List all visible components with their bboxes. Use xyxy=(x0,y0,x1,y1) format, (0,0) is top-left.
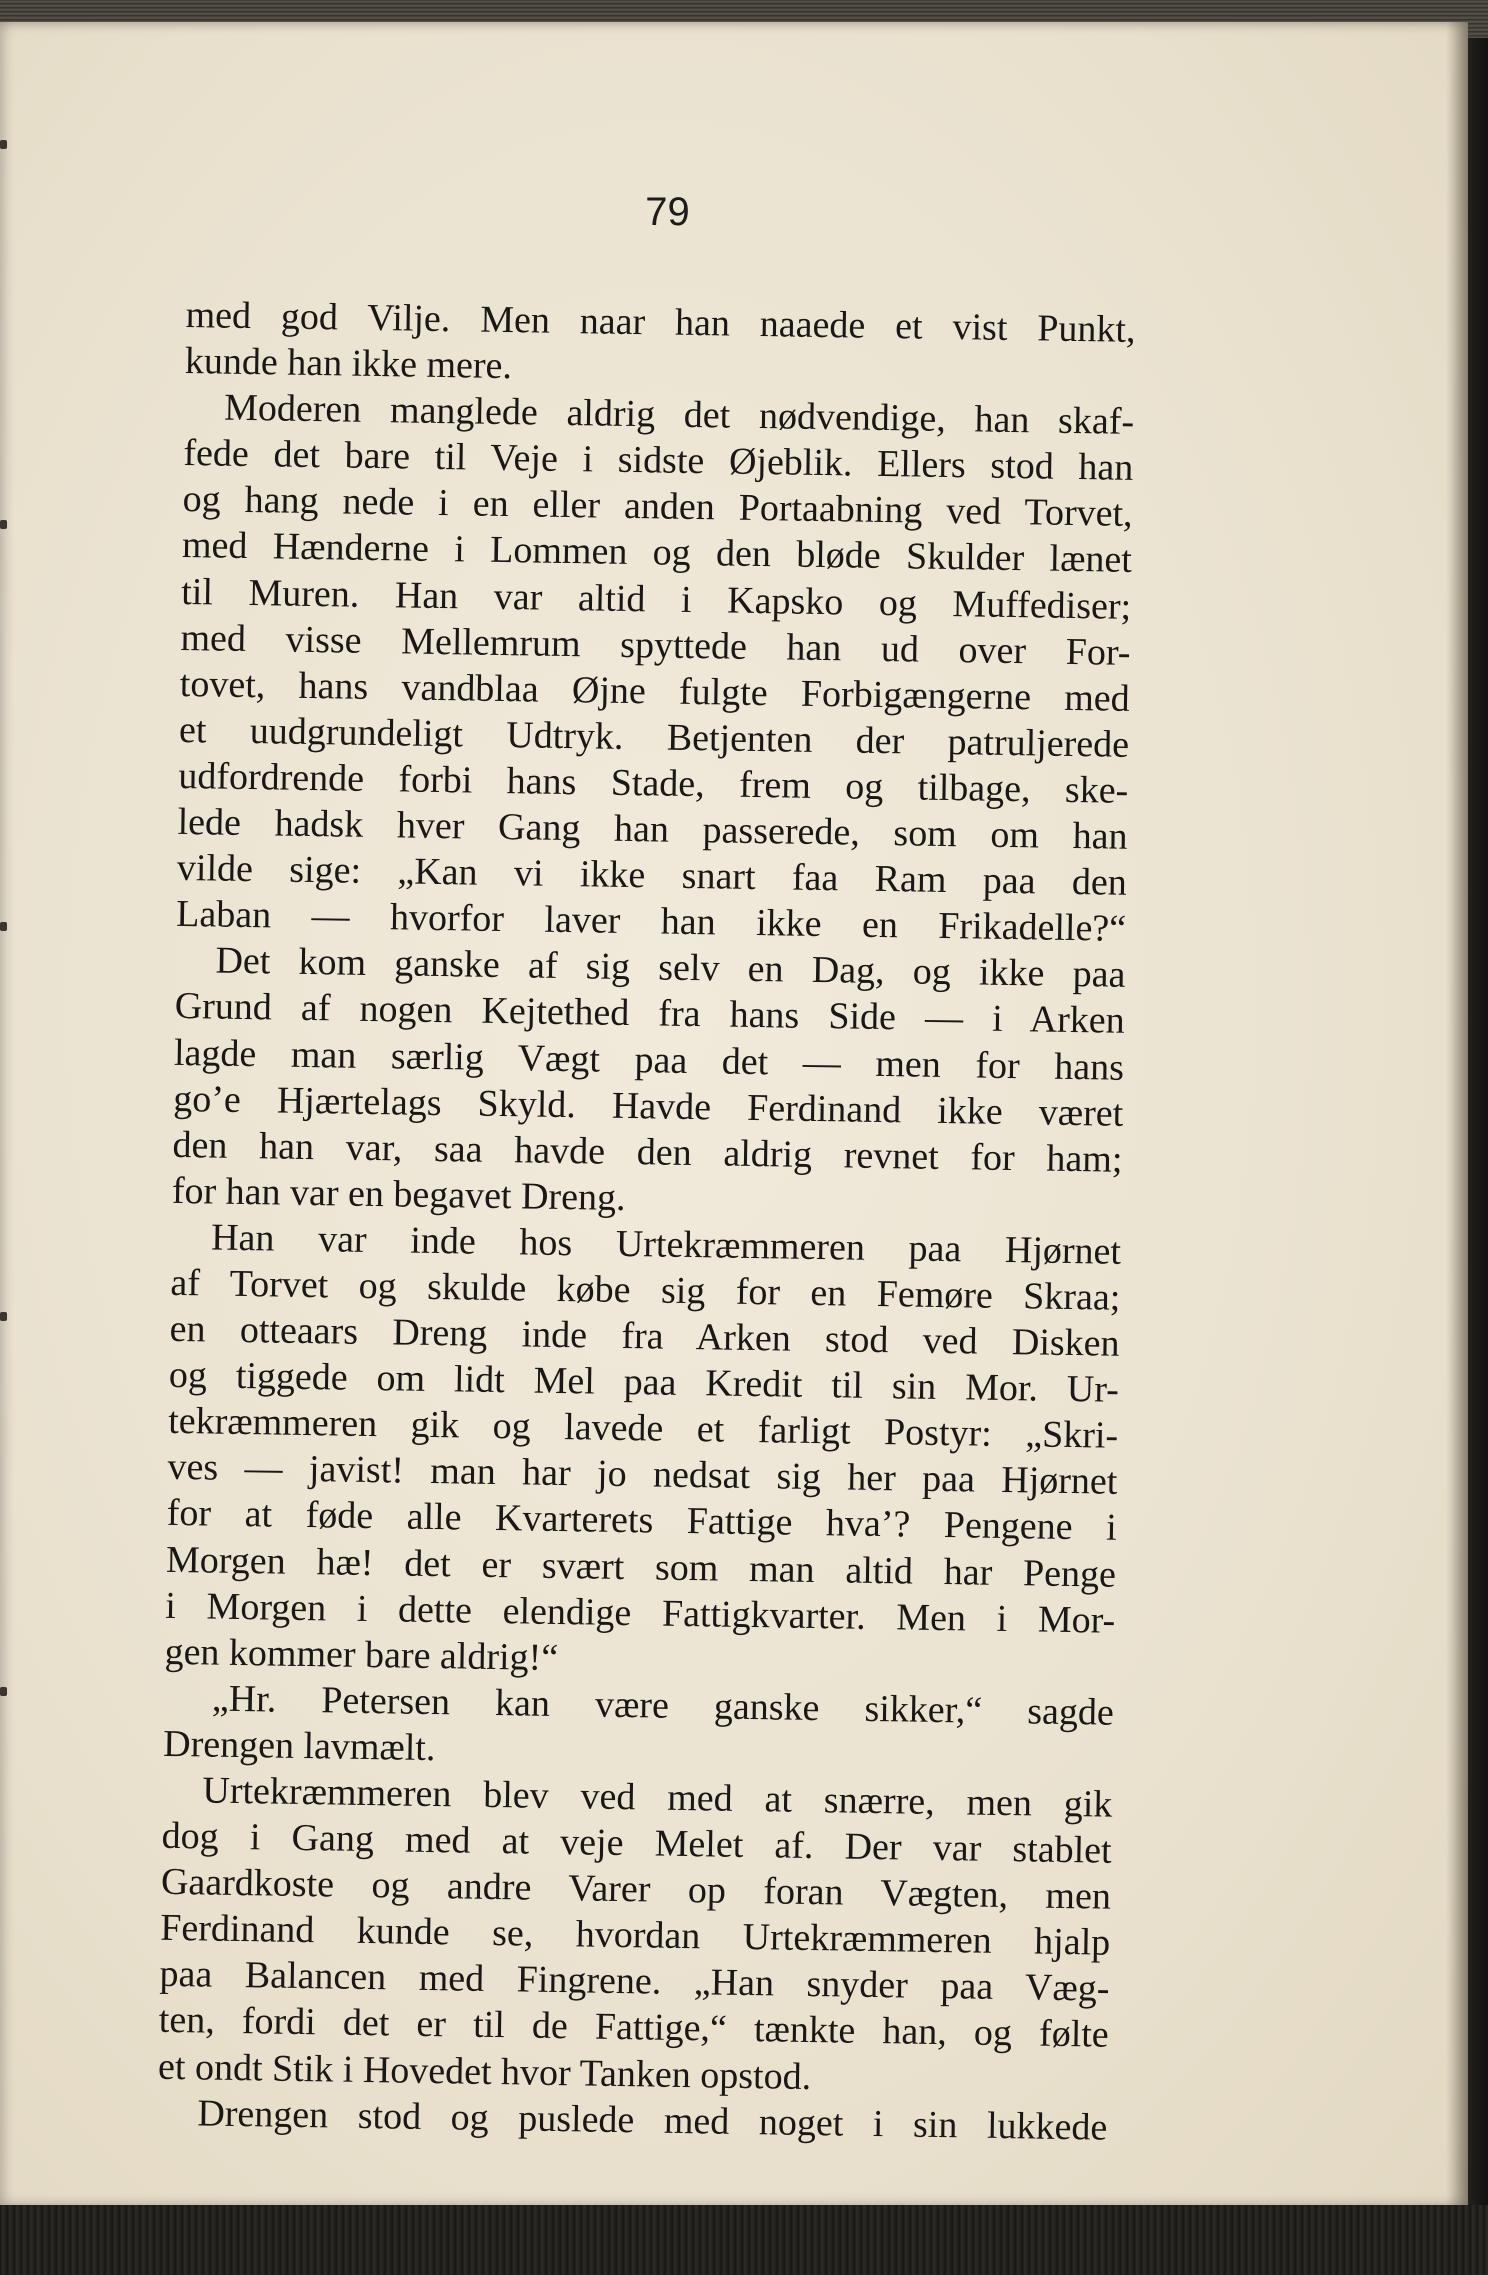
text-line: fede det bare til Veje i sidste Øjeblik. Ellers stod han xyxy=(183,432,1134,490)
text-line: go’e Hjærtelags Skyld. Havde Ferdinand ikke været xyxy=(173,1077,1124,1135)
page-edge-mark xyxy=(0,1312,7,1321)
text-line: lagde man særlig Vægt paa det — men for hans xyxy=(173,1031,1125,1089)
text-line: et uudgrundeligt Udtryk. Betjenten der patruljerede xyxy=(178,708,1130,766)
text-line: af Torvet og skulde købe sig for en Femøre Skraa; xyxy=(170,1261,1121,1319)
text-line: gen kommer bare aldrig!“ xyxy=(164,1630,559,1679)
page-sheet xyxy=(0,22,1468,2207)
text-line: og hang nede i en eller anden Portaabning ved Torvet, xyxy=(182,478,1133,536)
text-line: til Muren. Han var altid i Kapsko og Muffediser; xyxy=(180,570,1132,628)
body-text xyxy=(157,292,1136,2150)
text-line: dog i Gang med at veje Melet af. Der var stablet xyxy=(161,1814,1112,1872)
text-line: tekræmmeren gik og lavede et farligt Postyr: „Skri- xyxy=(167,1400,1119,1458)
text-line: lede hadsk hver Gang han passerede, som om han xyxy=(177,800,1128,858)
page-edge-mark xyxy=(0,922,7,931)
text-line: paa Balancen med Fingrene. „Han snyder paa Væg- xyxy=(159,1953,1110,2011)
page-edge-mark xyxy=(0,140,7,149)
page-edge-mark xyxy=(0,520,7,529)
text-line: Morgen hæ! det er svært som man altid har Penge xyxy=(165,1538,1117,1596)
text-line: med Hænderne i Lommen og den bløde Skulder lænet xyxy=(181,524,1133,582)
text-line: udfordrende forbi hans Stade, frem og tilbage, ske- xyxy=(178,754,1129,812)
text-line: Drengen lavmælt. xyxy=(162,1722,436,1770)
text-line: Gaardkoste og andre Varer op foran Vægten, men xyxy=(160,1860,1112,1918)
text-line: Grund af nogen Kejtethed fra hans Side — i Arken xyxy=(174,985,1125,1043)
text-line: Laban — hvorfor laver han ikke en Frikadelle?“ xyxy=(175,893,1127,951)
text-line: „Hr. Petersen kan være ganske sikker,“ sagde xyxy=(211,1677,1115,1734)
text-line: Urtekræmmeren blev ved med at snærre, men gik xyxy=(202,1769,1113,1826)
page-edge-mark xyxy=(0,1687,7,1696)
text-line: tovet, hans vandblaa Øjne fulgte Forbigængerne med xyxy=(179,662,1131,720)
text-line: vilde sige: „Kan vi ikke snart faa Ram paa den xyxy=(176,847,1128,904)
text-line: Ferdinand kunde se, hvordan Urtekræmmeren hjalp xyxy=(159,1907,1111,1964)
text-line: for han var en begavet Dreng. xyxy=(171,1169,626,1219)
text-line: med god Vilje. Men naar han naaede et vist Punkt, xyxy=(185,293,1136,351)
text-line: et ondt Stik i Hovedet hvor Tanken opstod. xyxy=(157,2045,812,2098)
text-line: Moderen manglede aldrig det nødvendige, han skaf- xyxy=(223,386,1135,444)
text-line: ves — javist! man har jo nedsat sig her paa Hjørnet xyxy=(167,1446,1118,1504)
text-line: ten, fordi det er til de Fattige,“ tænkte han, og følte xyxy=(158,1999,1110,2057)
text-line: Drengen stod og puslede med noget i sin lukkede xyxy=(197,2092,1108,2149)
text-line: og tiggede om lidt Mel paa Kredit til sin Mor. Ur- xyxy=(168,1354,1120,1411)
text-line: med visse Mellemrum spyttede han ud over For- xyxy=(180,616,1131,674)
page-gutter-shadow xyxy=(1446,22,1468,2207)
text-line: Han var inde hos Urtekræmmeren paa Hjørnet xyxy=(210,1216,1122,1273)
book-bottom-edge xyxy=(0,2205,1488,2275)
text-line: for at føde alle Kvarterets Fattige hva’? Pengene i xyxy=(166,1492,1118,1550)
text-line: i Morgen i dette elendige Fattigkvarter. Men i Mor- xyxy=(165,1584,1116,1642)
text-line: Det kom ganske af sig selv en Dag, og ikke paa xyxy=(215,939,1126,997)
text-line: den han var, saa havde den aldrig revnet for ham; xyxy=(172,1123,1123,1181)
text-line: en otteaars Dreng inde fra Arken stod ved Disken xyxy=(169,1307,1120,1365)
page-number: 79 xyxy=(645,190,690,234)
text-line: kunde han ikke mere. xyxy=(184,340,513,388)
